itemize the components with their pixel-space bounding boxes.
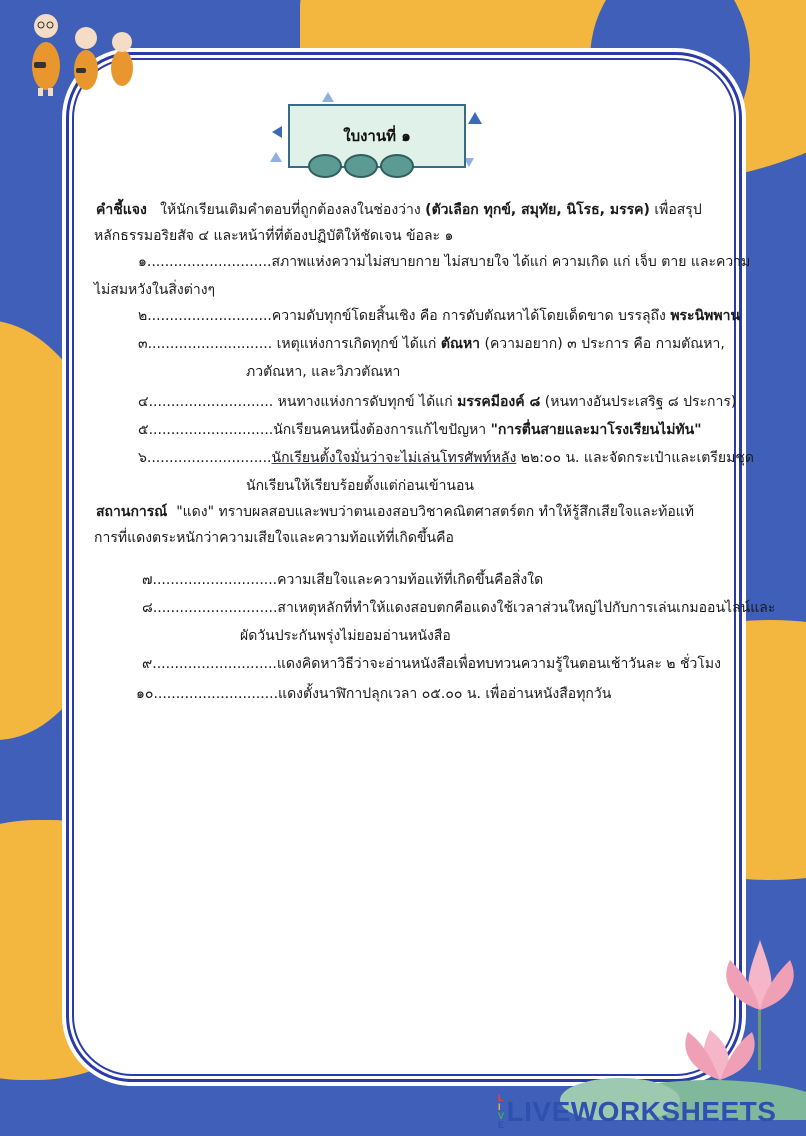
question-6-cont: นักเรียนให้เรียบร้อยตั้งแต่ก่อนเข้านอน [246,478,474,494]
question-text: หนทางแห่งการดับทุกข์ ได้แก่ [277,394,453,410]
answer-blank-4[interactable]: ............................ [148,394,274,410]
watermark-text: LIVEWORKSHEETS [506,1096,777,1127]
question-text: ๒๒:๐๐ น. และจัดกระเป๋าและเตรียมชุด [520,450,754,466]
question-text: สภาพแห่งความไม่สบายกาย ไม่สบายใจ ได้แก่ ความเกิด แก่ เจ็บ ตาย และความ [271,254,751,270]
question-text-b: (หนทางอันประเสริฐ ๘ ประการ) [544,394,737,410]
question-number: ๔ [138,394,149,410]
answer-blank-3[interactable]: ............................ [147,336,273,352]
question-number: ๑ [138,254,147,270]
question-7 [142,566,543,594]
question-text: นักเรียนคนหนึ่งต้องการแก้ไขปัญหา [273,422,487,438]
question-text: เหตุแห่งการเกิดทุกข์ ได้แก่ [276,336,437,352]
question-8 [142,594,775,622]
title-ovals [308,154,416,178]
answer-blank-10[interactable]: ............................ [153,686,279,702]
instructions-text: ให้นักเรียนเติมคำตอบที่ถูกต้องลงในช่องว่าง [160,202,421,218]
question-10 [136,680,611,708]
question-text: ความเสียใจและความท้อแท้ที่เกิดขึ้นคือสิ่งใด [277,572,544,588]
liveworksheets-watermark [498,1094,776,1130]
question-bold: มรรคมีองค์ ๘ [457,394,541,410]
question-text: สาเหตุหลักที่ทำให้แดงสอบตกคือแดงใช้เวลาส่วนใหญ่ไปกับการเล่นเกมออนไลน์และ [277,600,776,616]
instructions-text-b: เพื่อสรุป [654,202,702,218]
question-text-b: (ความอยาก) ๓ ประการ คือ กามตัณหา, [484,336,725,352]
monks-illustration [20,0,150,100]
answer-blank-6[interactable]: ............................ [146,450,272,466]
question-5 [138,416,702,444]
liveworksheets-logo-icon: L I V E [498,1093,505,1130]
question-number: ๙ [142,656,153,672]
scenario-label: สถานการณ์ [96,504,168,520]
question-6 [138,444,754,472]
question-bold: "การตื่นสายและมาโรงเรียนไม่ทัน" [490,422,702,438]
question-number: ๕ [138,422,149,438]
answer-blank-8[interactable]: ............................ [152,600,278,616]
scenario-text: "แดง" ทราบผลสอบและพบว่าตนเองสอบวิชาคณิตศาสตร์ตก ทำให้รู้สึกเสียใจและท้อแท้ [176,504,694,520]
instructions-line [96,196,702,224]
answer-blank-2[interactable]: ............................ [147,308,272,324]
answer-blank-9[interactable]: ............................ [152,656,277,672]
title-decoration [268,92,488,184]
question-3 [138,330,725,358]
answer-blank-5[interactable]: ............................ [148,422,274,438]
question-1-cont: ไม่สมหวังในสิ่งต่างๆ [94,282,216,298]
question-text: แดงตั้งนาฬิกาปลุกเวลา ๐๕.๐๐ น. เพื่ออ่านหนังสือทุกวัน [278,686,612,702]
instructions-line2: หลักธรรมอริยสัจ ๔ และหน้าที่ที่ต้องปฏิบัติให้ชัดเจน ข้อละ ๑ [94,228,454,244]
question-number: ๑๐ [136,686,154,702]
question-number: ๗ [142,572,153,588]
answer-blank-7[interactable]: ............................ [152,572,278,588]
question-text: ความดับทุกข์โดยสิ้นเชิง คือ การดับตัณหาได้โดยเด็ดขาด บรรลุถึง [271,308,666,324]
instructions-label: คำชี้แจง [96,202,147,218]
question-underlined: นักเรียนตั้งใจมั่นว่าจะไม่เล่นโทรศัพท์หลัง [271,450,517,466]
question-8-cont: ผัดวันประกันพรุ่งไม่ยอมอ่านหนังสือ [240,628,451,644]
instructions-options: (ตัวเลือก ทุกข์, สมุทัย, นิโรธ, มรรค) [425,202,650,218]
lotus-illustration [560,920,806,1120]
question-1 [138,248,750,276]
question-number: ๘ [142,600,153,616]
answer-blank-1[interactable]: ............................ [146,254,272,270]
question-bold: พระนิพพาน [670,308,741,324]
scenario-line2: การที่แดงตระหนักว่าความเสียใจและความท้อแท้ที่เกิดขึ้นคือ [94,530,454,546]
scenario-line [96,498,694,526]
question-4 [138,388,736,416]
question-number: ๖ [138,450,147,466]
question-text: แดงคิดหาวิธีว่าจะอ่านหนังสือเพื่อทบทวนความรู้ในตอนเช้าวันละ ๒ ชั่วโมง [276,656,721,672]
page-title: ใบงานที่ ๑ [288,104,466,168]
question-2 [138,302,740,330]
question-number: ๓ [138,336,148,352]
question-number: ๒ [138,308,148,324]
question-3-cont: ภวตัณหา, และวิภวตัณหา [246,364,401,380]
question-bold: ตัณหา [440,336,481,352]
question-9 [142,650,721,678]
